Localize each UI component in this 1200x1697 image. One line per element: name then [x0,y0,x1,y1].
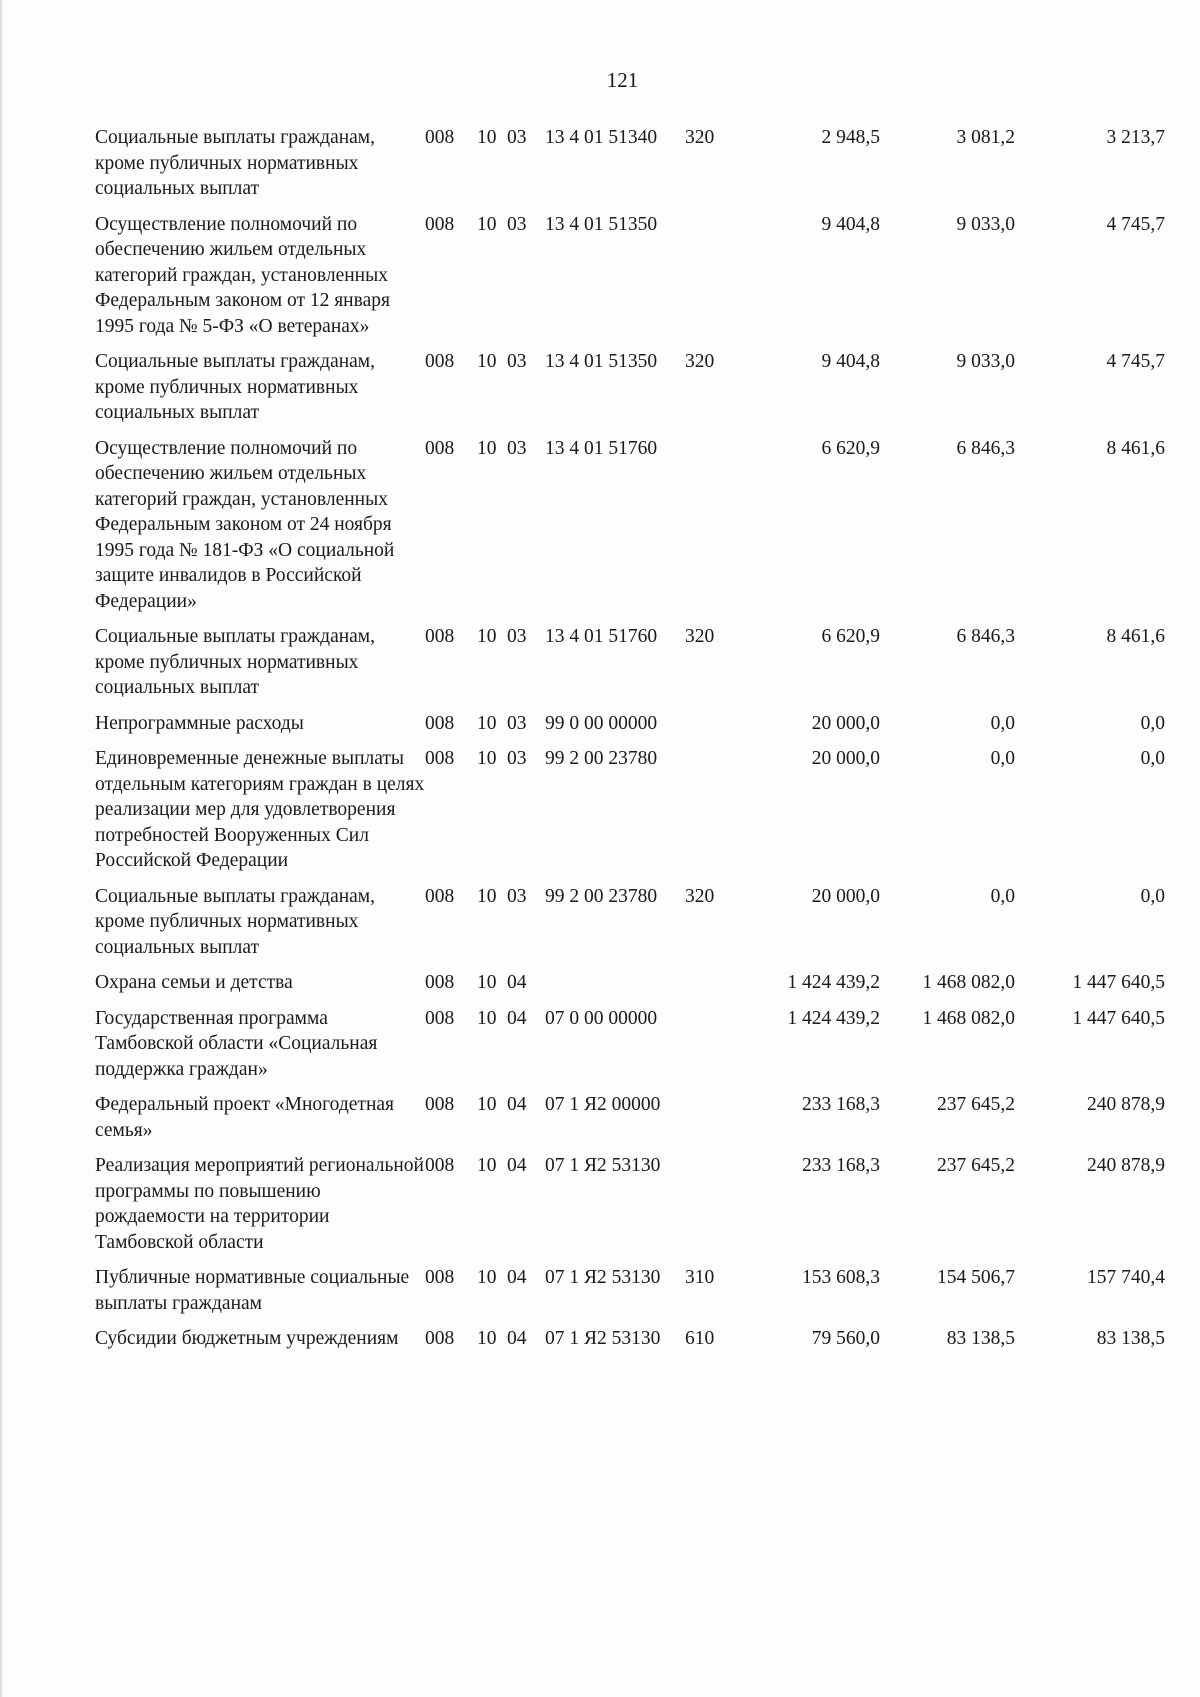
subsection-code: 04 [507,1007,527,1029]
amount-year-1: 153 608,3 [802,1267,880,1288]
amount-year-1: 6 620,9 [821,626,880,647]
subsection-code: 04 [507,1328,527,1349]
ministry-code: 008 [425,712,455,734]
expense-type-code [685,1153,735,1265]
table-row [95,125,1165,212]
item-name: Публичные нормативные социальные выплаты гражданам [95,1267,410,1314]
amount-year-2: 9 033,0 [956,213,1015,235]
section-code: 10 [477,1328,497,1349]
ministry-code: 008 [425,1328,455,1349]
item-name: Социальные выплаты гражданам, кроме публичных нормативных социальных выплат [95,626,376,698]
amount-year-2: 1 468 082,0 [922,1007,1015,1029]
amount-year-2: 6 846,3 [956,437,1015,459]
item-name: Социальные выплаты гражданам, кроме публичных нормативных социальных выплат [95,127,376,199]
amount-year-3: 1 447 640,5 [1072,1007,1165,1029]
section-code: 10 [477,127,497,148]
amount-year-1: 1 424 439,2 [787,1007,880,1029]
amount-year-2: 237 645,2 [937,1094,1015,1115]
amount-year-1: 6 620,9 [821,437,880,459]
expense-type-code: 320 [685,127,715,148]
expense-type-code [685,212,735,350]
expense-type-code [685,1092,735,1153]
section-code: 10 [477,748,497,769]
amount-year-3: 1 447 640,5 [1072,972,1165,993]
section-code: 10 [477,1155,497,1176]
item-name: Осуществление полномочий по обеспечению жильем отдельных категорий граждан, установленных Федеральным законом от 12 января 1995 года № 5-ФЗ «О ветеранах» [95,213,390,337]
section-code: 10 [477,437,497,459]
target-article-code: 99 0 00 00000 [545,712,658,734]
target-article-code: 07 1 Я2 53130 [545,1328,661,1349]
ministry-code: 008 [425,437,455,459]
target-article-code: 07 1 Я2 53130 [545,1155,661,1176]
section-code: 10 [477,712,497,734]
table-row [95,711,1165,747]
item-name: Субсидии бюджетным учреждениям [95,1328,399,1349]
target-article-code: 07 0 00 00000 [545,1007,658,1029]
amount-year-1: 20 000,0 [811,885,880,907]
ministry-code: 008 [425,1155,455,1176]
expense-type-code: 320 [685,626,715,647]
target-article-code: 99 2 00 23780 [545,748,658,769]
section-code: 10 [477,1094,497,1115]
amount-year-3: 0,0 [1140,712,1165,734]
section-code: 10 [477,351,497,372]
item-name: Осуществление полномочий по обеспечению жильем отдельных категорий граждан, установленных Федеральным законом от 24 ноября 1995 года № 181-ФЗ «О социальной защите инвалидов в Российской Федерации» [95,437,395,612]
table-row [95,1265,1165,1326]
table-body [95,125,1165,1362]
section-code: 10 [477,213,497,235]
subsection-code: 04 [507,1155,527,1176]
amount-year-3: 8 461,6 [1106,437,1165,459]
amount-year-1: 79 560,0 [811,1328,880,1349]
target-article-code: 13 4 01 51760 [545,626,658,647]
ministry-code: 008 [425,351,455,372]
subsection-code: 03 [507,437,527,459]
item-name: Федеральный проект «Многодетная семья» [95,1094,395,1141]
ministry-code: 008 [425,885,455,907]
ministry-code: 008 [425,972,455,993]
expense-type-code [685,970,735,1006]
amount-year-1: 233 168,3 [802,1155,880,1176]
budget-table [95,125,1165,1362]
amount-year-2: 237 645,2 [937,1155,1015,1176]
amount-year-3: 83 138,5 [1096,1328,1165,1349]
table-row [95,1153,1165,1265]
ministry-code: 008 [425,748,455,769]
subsection-code: 03 [507,748,527,769]
ministry-code: 008 [425,626,455,647]
amount-year-2: 1 468 082,0 [922,972,1015,993]
table-row [95,349,1165,436]
ministry-code: 008 [425,127,455,148]
section-code: 10 [477,1267,497,1288]
item-name: Реализация мероприятий региональной программы по повышению рождаемости на территории Тамбовской области [95,1155,424,1253]
amount-year-1: 9 404,8 [821,351,880,372]
subsection-code: 04 [507,972,527,993]
section-code: 10 [477,626,497,647]
amount-year-3: 4 745,7 [1106,213,1165,235]
amount-year-3: 0,0 [1140,885,1165,907]
expense-type-code [685,746,735,884]
item-name: Непрограммные расходы [95,712,304,734]
subsection-code: 03 [507,127,527,148]
section-code: 10 [477,885,497,907]
amount-year-3: 8 461,6 [1106,626,1165,647]
amount-year-2: 154 506,7 [937,1267,1015,1288]
item-name: Социальные выплаты гражданам, кроме публичных нормативных социальных выплат [95,351,376,423]
target-article-code [545,970,685,1006]
table-row [95,970,1165,1006]
expense-type-code [685,1006,735,1093]
subsection-code: 03 [507,626,527,647]
ministry-code: 008 [425,1267,455,1288]
amount-year-1: 2 948,5 [821,127,880,148]
section-code: 10 [477,1007,497,1029]
amount-year-1: 20 000,0 [811,748,880,769]
amount-year-1: 20 000,0 [811,712,880,734]
expense-type-code [685,711,735,747]
ministry-code: 008 [425,213,455,235]
target-article-code: 13 4 01 51350 [545,351,658,372]
scan-edge [0,0,3,1697]
amount-year-1: 1 424 439,2 [787,972,880,993]
table-row [95,212,1165,350]
target-article-code: 07 1 Я2 00000 [545,1094,661,1115]
expense-type-code: 320 [685,885,715,907]
amount-year-2: 83 138,5 [946,1328,1015,1349]
amount-year-2: 0,0 [990,712,1015,734]
table-row [95,1092,1165,1153]
amount-year-3: 240 878,9 [1087,1155,1165,1176]
subsection-code: 03 [507,885,527,907]
item-name: Государственная программа Тамбовской области «Социальная поддержка граждан» [95,1007,378,1080]
amount-year-3: 4 745,7 [1106,351,1165,372]
amount-year-2: 6 846,3 [956,626,1015,647]
expense-type-code: 320 [685,351,715,372]
subsection-code: 04 [507,1267,527,1288]
ministry-code: 008 [425,1094,455,1115]
table-row [95,1006,1165,1093]
item-name: Единовременные денежные выплаты отдельным категориям граждан в целях реализации мер для удовлетворения потребностей Вооруженных Сил Российской Федерации [95,748,425,871]
table-row [95,624,1165,711]
table-row [95,746,1165,884]
section-code: 10 [477,972,497,993]
amount-year-2: 3 081,2 [956,127,1015,148]
amount-year-3: 240 878,9 [1087,1094,1165,1115]
amount-year-2: 0,0 [990,885,1015,907]
amount-year-3: 3 213,7 [1106,127,1165,148]
expense-type-code: 310 [685,1267,715,1288]
amount-year-1: 9 404,8 [821,213,880,235]
subsection-code: 03 [507,351,527,372]
amount-year-2: 0,0 [990,748,1015,769]
target-article-code: 07 1 Я2 53130 [545,1267,661,1288]
amount-year-3: 0,0 [1140,748,1165,769]
table-row [95,1326,1165,1362]
subsection-code: 03 [507,712,527,734]
amount-year-2: 9 033,0 [956,351,1015,372]
item-name: Охрана семьи и детства [95,972,293,993]
subsection-code: 04 [507,1094,527,1115]
target-article-code: 99 2 00 23780 [545,885,658,907]
amount-year-3: 157 740,4 [1087,1267,1165,1288]
table-row [95,436,1165,625]
item-name: Социальные выплаты гражданам, кроме публичных нормативных социальных выплат [95,885,376,958]
target-article-code: 13 4 01 51350 [545,213,658,235]
amount-year-1: 233 168,3 [802,1094,880,1115]
expense-type-code: 610 [685,1328,715,1349]
target-article-code: 13 4 01 51760 [545,437,658,459]
target-article-code: 13 4 01 51340 [545,127,658,148]
page-number: 121 [606,68,639,92]
expense-type-code [685,436,735,625]
subsection-code: 03 [507,213,527,235]
table-row [95,884,1165,971]
ministry-code: 008 [425,1007,455,1029]
